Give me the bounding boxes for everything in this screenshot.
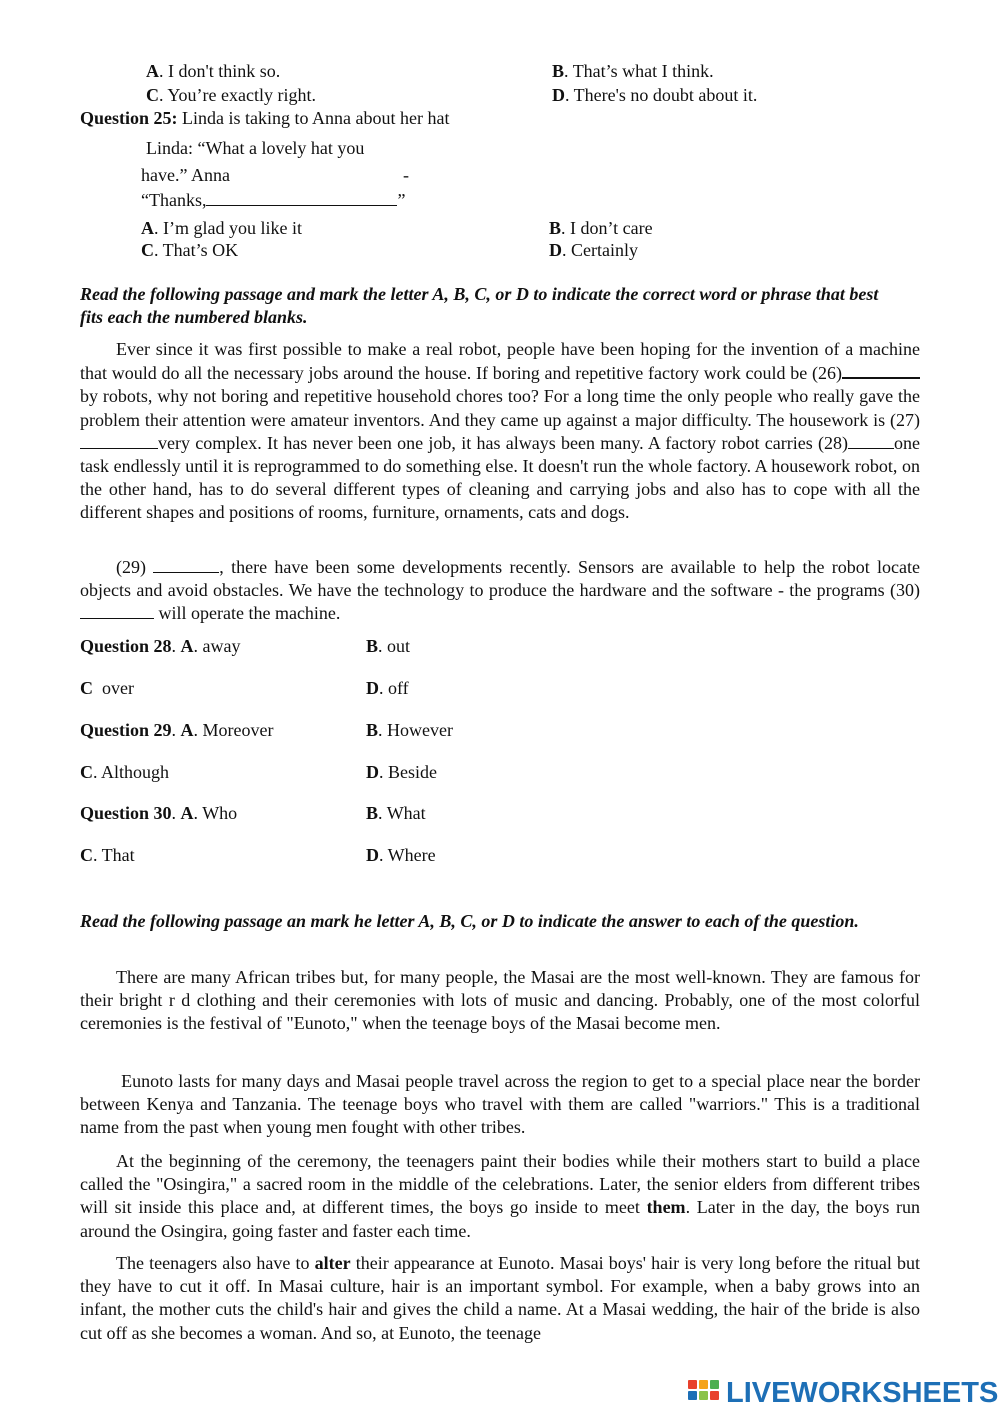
passage-text: At the beginning of the ceremony, the teenagers paint their bodies while their mothers start to build a place called the "Osingira," a sacred room in the middle of the celebrations. Later, the senior elders from different tribes will sit inside this place and, at different times, the boys go inside to meet	[80, 1151, 920, 1218]
section-instruction: Read the following passage an mark he letter A, B, C, or D to indicate the answer to each of the question.	[80, 911, 859, 931]
option-text: . away	[193, 636, 241, 656]
passage-paragraph	[80, 1252, 920, 1345]
option-letter: D	[552, 85, 565, 105]
passage-text: by robots, why not boring and repetitive household chores too? For a long time the only people who really gave the problem their attention were amateur inventors. And they came up against a major difficulty. The housework is (27)	[80, 386, 920, 430]
option-letter: D	[366, 845, 379, 865]
option-text: . However	[378, 720, 453, 740]
option-letter: A	[146, 61, 159, 81]
option-letter: A	[180, 636, 194, 656]
dialogue-dash: -	[403, 165, 409, 185]
passage-bold-word: alter	[314, 1253, 351, 1273]
passage-text: will operate the machine.	[154, 603, 341, 624]
question-label: Question 28	[80, 636, 172, 656]
dialogue-line-1: Linda: “What a lovely hat you	[146, 138, 365, 158]
question-label: Question 25:	[80, 108, 178, 128]
option-a	[146, 60, 280, 82]
option-d	[549, 239, 638, 261]
option-d	[366, 677, 409, 699]
option-text: . I don’t care	[561, 218, 653, 238]
passage-paragraph	[80, 338, 920, 525]
option-letter: B	[366, 720, 379, 740]
question-28: Question 28. A. away	[80, 636, 241, 656]
passage-text: (29)	[116, 557, 154, 577]
liveworksheets-logo-icon	[688, 1380, 722, 1406]
option-b	[366, 635, 410, 657]
option-text: . out	[378, 636, 411, 656]
passage-paragraph	[80, 1150, 920, 1243]
option-letter: D	[366, 762, 379, 782]
option-letter: C	[80, 762, 93, 782]
liveworksheets-logo	[688, 1378, 998, 1408]
option-a	[141, 217, 302, 239]
option-text: . Beside	[379, 762, 437, 782]
option-text: . Moreover	[193, 720, 274, 740]
question-prompt: Linda is taking to Anna about her hat	[177, 108, 450, 128]
option-b	[366, 802, 426, 824]
option-text: . That	[93, 845, 135, 865]
option-text: . That’s what I think.	[564, 61, 714, 81]
option-d	[552, 84, 757, 106]
option-letter: B	[366, 803, 379, 823]
option-letter: A	[180, 720, 194, 740]
option-text: . Where	[379, 845, 436, 865]
passage-text: very complex. It has never been one job, it has always been many. A factory robot carries (28)	[158, 432, 848, 453]
passage-paragraph	[80, 556, 920, 626]
option-d	[366, 844, 436, 866]
option-letter: D	[366, 678, 379, 698]
question-30: Question 30. A. Who	[80, 803, 238, 823]
question-29: Question 29. A. Moreover	[80, 720, 274, 740]
option-text: . Certainly	[562, 240, 638, 260]
option-letter: C	[80, 845, 93, 865]
answer-blank[interactable]	[206, 189, 397, 206]
option-text: . Who	[193, 803, 238, 823]
option-c	[80, 761, 169, 783]
option-text: . I don't think so.	[159, 61, 281, 81]
option-text: . You’re exactly right.	[159, 85, 316, 105]
passage-text: one task endlessly until it is reprogrammed to do something else. It doesn't run the whole factory. A housework robot, on the other hand, has to do several different types of cleaning and carrying jobs and also has to cope with all the different shapes and positions of rooms, furniture, ornaments, cats and dogs.	[80, 432, 920, 523]
question-25	[80, 107, 449, 129]
option-c	[146, 84, 316, 106]
option-text: . There's no doubt about it.	[565, 85, 758, 105]
option-letter: C	[146, 85, 159, 105]
passage-paragraph: There are many African tribes but, for many people, the Masai are the most well-known. They are famous for their bright r d clothing and their ceremonies with lots of music and dancing. Probably, one of the most colorful ceremonies is the festival of "Eunoto," when the teenage boys of the Masai become men.	[80, 967, 920, 1034]
section-instruction: Read the following passage and mark the letter A, B, C, or D to indicate the correct word or phrase that best fits each the numbered blanks.	[80, 284, 879, 327]
passage-text: Ever since it was first possible to make a real robot, people have been hoping for the invention of a machine that would do all the necessary jobs around the house. If boring and repetitive factory work could be (26)	[80, 339, 920, 384]
question-label: Question 30	[80, 803, 172, 823]
dialogue-line-2: have.” Anna	[141, 165, 230, 185]
option-letter: B	[552, 61, 565, 81]
dialogue-text: ”	[397, 190, 406, 210]
option-text: . What	[378, 803, 426, 823]
option-letter: C	[141, 240, 154, 260]
passage-text: . Later in the day, the boys run around the Osingira, going faster and faster each time.	[80, 1197, 920, 1241]
option-letter: B	[549, 218, 562, 238]
passage-text: their appearance at Eunoto. Masai boys' hair is very long before the ritual but they have to cut it off. In Masai culture, hair is an important symbol. For example, when a baby grows into an infant, the mother cuts the child's hair and gives the child a name. At a Masai wedding, the hair of the bride is also cut off as she becomes a woman. And so, at Eunoto, the teenage	[80, 1253, 921, 1343]
option-text: . Although	[93, 762, 170, 782]
option-c	[80, 677, 134, 699]
answer-blank[interactable]	[80, 602, 154, 619]
answer-blank[interactable]	[80, 432, 158, 449]
option-letter: B	[366, 636, 379, 656]
option-letter: D	[549, 240, 562, 260]
option-c	[80, 844, 135, 866]
passage-text: , there have been some developments recently. Sensors are available to help the robot locate objects and avoid obstacles. We have the technology to produce the hardware and the software - the programs (30)	[80, 557, 920, 601]
option-text: . off	[379, 678, 409, 698]
liveworksheets-logo-text: LIVEWORKSHEETS	[726, 1376, 999, 1409]
option-text: . I’m glad you like it	[154, 218, 302, 238]
option-b	[552, 60, 714, 82]
passage-paragraph: Eunoto lasts for many days and Masai people travel across the region to get to a special place near the border between Kenya and Tanzania. The teenage boys who travel with them are called "warriors." This is a traditional name from the past when young men fought with other tribes.	[80, 1071, 925, 1138]
question-label: Question 29	[80, 720, 172, 740]
option-text: over	[93, 678, 134, 698]
option-b	[366, 719, 453, 741]
option-d	[366, 761, 437, 783]
answer-blank[interactable]	[848, 432, 894, 449]
option-letter: C	[80, 678, 93, 698]
dialogue-line-3	[141, 189, 405, 211]
dialogue-text: “Thanks,	[141, 190, 207, 210]
option-c	[141, 239, 238, 261]
option-b	[549, 217, 653, 239]
option-letter: A	[180, 803, 194, 823]
passage-text: The teenagers also have to	[116, 1253, 315, 1273]
passage-bold-word: them	[646, 1197, 686, 1218]
option-text: . That’s OK	[154, 240, 239, 260]
answer-blank[interactable]	[153, 556, 219, 573]
option-letter: A	[141, 218, 154, 238]
answer-blank[interactable]	[842, 361, 920, 379]
